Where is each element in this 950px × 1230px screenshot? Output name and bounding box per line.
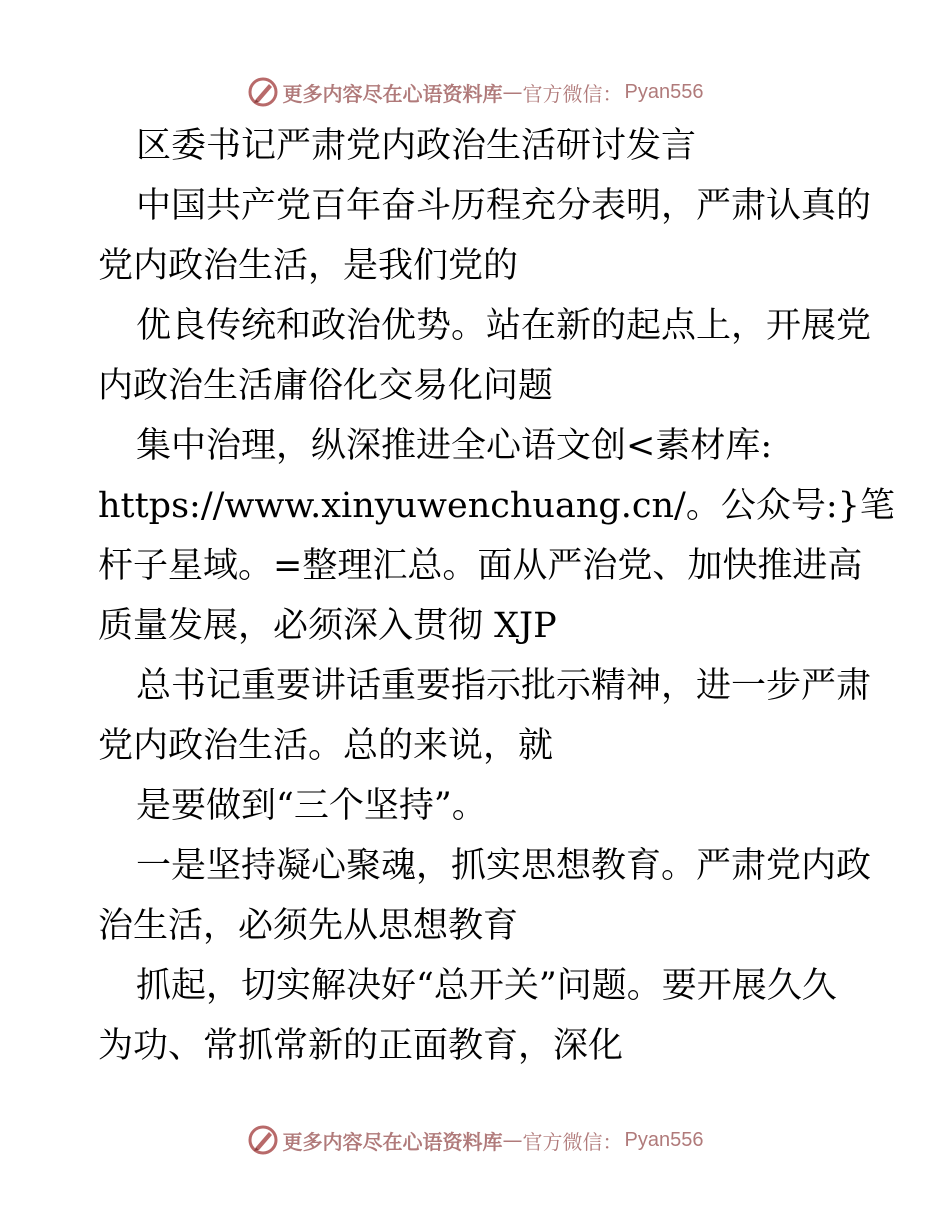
watermark-id: Pyan556: [624, 1128, 704, 1151]
text-line: 集中治理，纵深推进全心语文创<素材库:: [136, 426, 773, 466]
text-line: 治生活，必须先从思想教育: [98, 906, 519, 946]
watermark-main-text: 更多内容尽在心语资料库: [282, 1129, 503, 1154]
footer-watermark: [0, 1120, 950, 1160]
text-line: 一是坚持凝心聚魂，抓实思想教育。严肃党内政: [136, 846, 872, 886]
pen-circle-logo-icon: [247, 76, 279, 108]
text-line: 党内政治生活，是我们党的: [98, 246, 519, 286]
watermark-main-text: 更多内容尽在心语资料库: [282, 81, 503, 106]
document-title: 区委书记严肃党内政治生活研讨发言: [136, 126, 697, 166]
text-line: 优良传统和政治优势。站在新的起点上，开展党: [136, 306, 872, 346]
text-line: 内政治生活庸俗化交易化问题: [98, 366, 554, 406]
text-line: 是要做到“三个坚持”。: [136, 786, 487, 826]
watermark-separator: —: [502, 80, 523, 104]
text-line: 杆子星域。=整理汇总。面从严治党、加快推进高: [98, 546, 863, 586]
text-line: 质量发展，必须深入贯彻 XJP: [98, 606, 557, 646]
text-line: https://www.xinyuwenchuang.cn/。公众号:}笔: [98, 486, 895, 526]
document-body: [98, 116, 895, 1076]
watermark-id: Pyan556: [624, 80, 704, 103]
text-line: 为功、常抓常新的正面教育，深化: [98, 1026, 624, 1066]
text-line: 中国共产党百年奋斗历程充分表明，严肃认真的: [136, 186, 872, 226]
text-line: 总书记重要讲话重要指示批示精神，进一步严肃: [136, 666, 872, 706]
header-watermark: [0, 72, 950, 112]
watermark-label: 官方微信：: [522, 81, 623, 106]
watermark-separator: —: [502, 1128, 523, 1152]
watermark-label: 官方微信：: [522, 1129, 623, 1154]
text-line: 抓起，切实解决好“总开关”问题。要开展久久: [136, 966, 837, 1006]
pen-circle-logo-icon: [247, 1124, 279, 1156]
text-line: 党内政治生活。总的来说，就: [98, 726, 554, 766]
